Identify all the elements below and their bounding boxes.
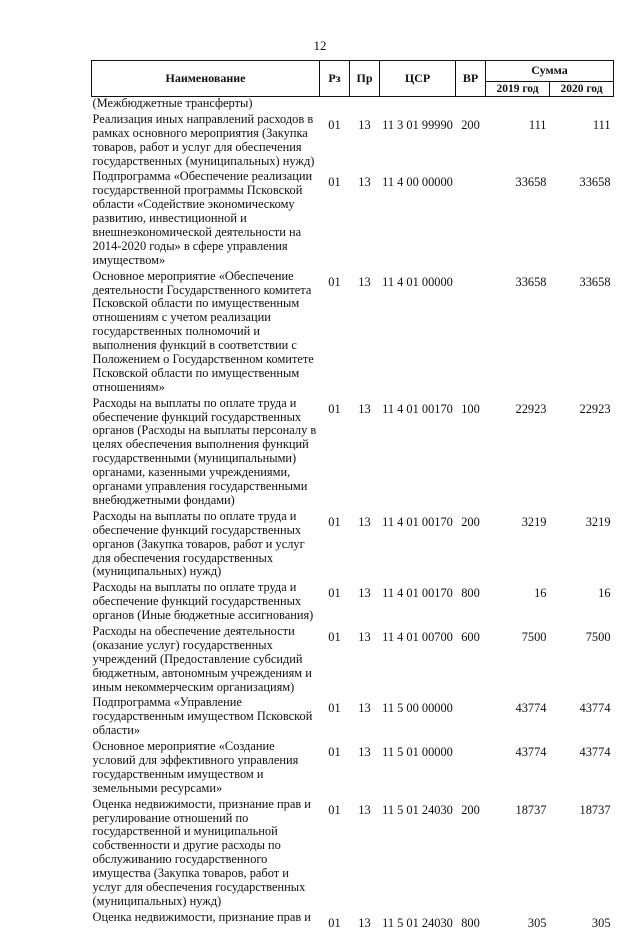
cell-rz: 01 [328,401,341,416]
table-row [92,510,614,581]
cell-pr: 13 [358,701,371,716]
table-row [92,740,614,798]
cell-sum-2020: 43774 [579,745,611,760]
cell-rz [320,97,350,113]
table-row [92,798,614,911]
cell-sum-2020: 111 [592,117,611,132]
cell-csr: 11 4 01 00700 [382,629,453,644]
cell-vr: 600 [461,629,480,644]
cell-sum-2019: 33658 [515,274,547,289]
cell-pr: 13 [358,802,371,817]
cell-sum-2020: 22923 [579,401,611,416]
cell-sum-2020: 33658 [579,274,611,289]
cell-vr: 800 [461,586,480,601]
cell-pr: 13 [358,175,371,190]
cell-name: Расходы на выплаты по оплате труда и обеспечение функций государственных органов (Иные бюджетные ассигнования) [92,580,314,623]
cell-csr: 11 4 01 00000 [382,274,453,289]
cell-rz: 01 [328,586,341,601]
header-2020: 2020 год [550,82,614,97]
cell-csr: 11 3 01 99990 [382,117,453,132]
cell-sum-2020: 3219 [585,514,611,529]
table-row [92,397,614,510]
cell-sum-2019: 3219 [521,514,547,529]
table-row [92,696,614,740]
cell-sum-2019: 16 [534,586,547,601]
header-sum: Сумма [486,61,614,82]
header-rz: Рз [320,61,350,97]
header-2019: 2019 год [486,82,550,97]
table-row [92,113,614,171]
table-row [92,170,614,269]
table-row [92,97,614,113]
cell-pr: 13 [358,401,371,416]
page-number: 12 [313,38,327,53]
cell-sum-2020: 305 [591,915,611,930]
cell-vr [456,270,486,397]
cell-sum-2020: 33658 [579,175,611,190]
table-row [92,625,614,696]
cell-sum-2019: 22923 [515,401,547,416]
cell-sum-2019: 33658 [515,175,547,190]
cell-sum-2020 [550,97,614,113]
cell-vr: 200 [461,514,480,529]
cell-rz: 01 [328,915,341,930]
cell-pr [350,97,380,113]
cell-sum-2019: 7500 [521,629,547,644]
cell-rz: 01 [328,701,341,716]
cell-csr [380,97,456,113]
cell-pr: 13 [358,514,371,529]
cell-name: Основное мероприятие «Создание условий для эффективного управления государственным имуществом и земельными ресурсами» [92,739,299,795]
cell-csr: 11 5 01 24030 [382,915,453,930]
cell-sum-2020: 7500 [585,629,611,644]
cell-name: Подпрограмма «Обеспечение реализации государственной программы Псковской области «Содействие экономическому развитию, инвестиционной и внешнеэкономической деятельности на 2014-2020 годы» в сфере управления имуществом» [92,169,313,267]
cell-sum-2019: 43774 [515,745,547,760]
cell-name: Оценка недвижимости, признание прав и регулирование отношений по государственной и муниципальной собственности и другие расходы по обслуживанию государственного имущества (Закупка товаров, работ и услуг для обеспечения государственных (муниципальных) нужд) [92,796,311,908]
cell-vr [456,696,486,740]
cell-vr [456,170,486,269]
cell-rz: 01 [328,274,341,289]
cell-rz: 01 [328,117,341,132]
cell-vr: 800 [461,915,480,930]
table-row [92,581,614,625]
cell-pr: 13 [358,586,371,601]
cell-csr: 11 4 00 00000 [382,175,453,190]
cell-csr: 11 5 00 00000 [382,701,453,716]
header-pr: Пр [350,61,380,97]
cell-vr [456,740,486,798]
cell-vr: 200 [461,117,480,132]
cell-sum-2019: 305 [527,915,547,930]
cell-name: (Межбюджетные трансферты) [92,96,253,110]
cell-pr: 13 [358,117,371,132]
cell-pr: 13 [358,629,371,644]
cell-name: Расходы на выплаты по оплате труда и обеспечение функций государственных органов (Расходы на выплаты персоналу в целях обеспечения выполнения функций государственными (муниципальными) органами, казенными учреждениями, органами управления государственными внебюджетными фондами) [92,395,317,507]
header-name: Наименование [92,61,320,97]
cell-sum-2020: 43774 [579,701,611,716]
cell-rz: 01 [328,175,341,190]
cell-pr: 13 [358,915,371,930]
cell-sum-2019: 111 [528,117,547,132]
cell-csr: 11 5 01 24030 [382,802,453,817]
table-header [92,61,614,97]
cell-name: Расходы на обеспечение деятельности (оказание услуг) государственных учреждений (Предоставление субсидий бюджетным, автономным учреждениям и иным некоммерческим организациям) [92,623,312,694]
cell-name: Оценка недвижимости, признание прав и [92,909,311,924]
header-csr: ЦСР [380,61,456,97]
cell-csr: 11 4 01 00170 [382,401,453,416]
cell-pr: 13 [358,745,371,760]
cell-name: Реализация иных направлений расходов в рамках основного мероприятия (Закупка товаров, работ и услуг для обеспечения государственных (муниципальных) нужд) [92,111,315,168]
cell-sum-2020: 16 [598,586,611,601]
cell-csr: 11 4 01 00170 [382,514,453,529]
cell-rz: 01 [328,514,341,529]
cell-vr [456,97,486,113]
table-row [92,270,614,397]
cell-vr: 100 [461,401,480,416]
cell-name: Основное мероприятие «Обеспечение деятельности Государственного комитета Псковской области по имущественным отношениям с учетом реализации государственных полномочий и выполнения функций в соответствии с Положением о Государственном комитете Псковской области по имущественным отношениям» [92,268,314,394]
cell-sum-2019: 18737 [515,802,547,817]
cell-rz: 01 [328,745,341,760]
cell-sum-2019 [486,97,550,113]
cell-pr: 13 [358,274,371,289]
cell-rz: 01 [328,802,341,817]
cell-csr: 11 5 01 00000 [382,745,453,760]
cell-sum-2020: 18737 [579,802,611,817]
cell-rz: 01 [328,629,341,644]
budget-table [91,60,614,933]
cell-vr: 200 [461,802,480,817]
cell-sum-2019: 43774 [515,701,547,716]
cell-csr: 11 4 01 00170 [382,586,453,601]
cell-name: Расходы на выплаты по оплате труда и обеспечение функций государственных органов (Закупка товаров, работ и услуг для обеспечения государственных (муниципальных) нужд) [92,508,305,579]
cell-name: Подпрограмма «Управление государственным имуществом Псковской области» [92,695,313,738]
header-vr: ВР [456,61,486,97]
table-row [92,911,614,933]
table-body [92,97,614,933]
